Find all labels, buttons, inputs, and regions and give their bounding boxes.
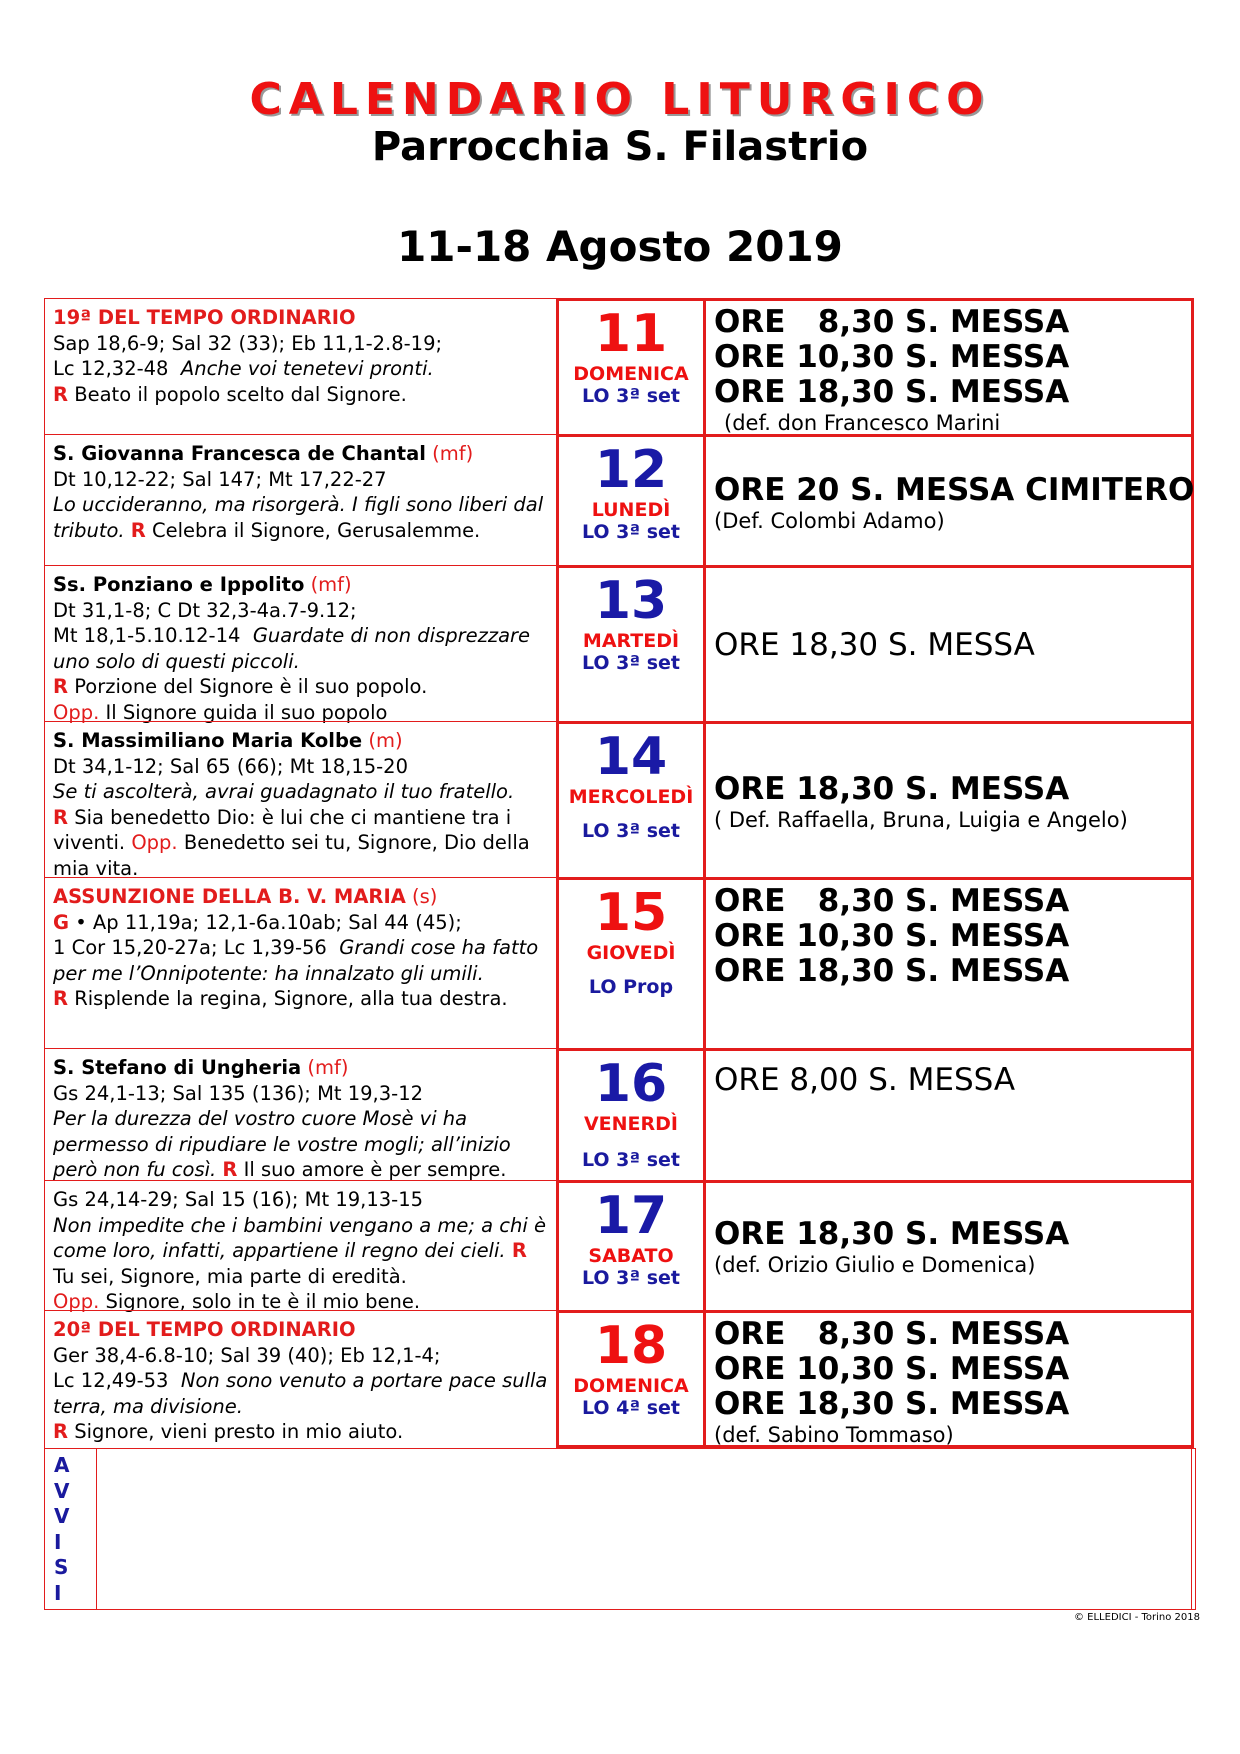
readings: • Ap 11,19a; 12,1-6a.10ab; Sal 44 (45); <box>75 910 462 934</box>
day-row <box>44 298 1194 434</box>
mass-time: ORE 20 S. MESSA CIMITERO <box>714 472 1195 508</box>
liturgy-cell <box>44 1310 556 1448</box>
mass-intention: (def. Sabino Tommaso) <box>714 1423 954 1447</box>
notices-right-border <box>1191 1449 1196 1609</box>
readings: Dt 31,1-8; C Dt 32,3-4a.7-9.12; <box>53 598 357 622</box>
weekday: MERCOLEDÌ <box>568 786 694 808</box>
psalm-response: Tu sei, Signore, mia parte di eredità. <box>53 1264 407 1288</box>
psalm-response: Il suo amore è per sempre. <box>243 1158 507 1181</box>
readings: Ger 38,4-6.8-10; Sal 39 (40); Eb 12,1-4; <box>53 1343 441 1367</box>
weekday: DOMENICA <box>573 1375 689 1397</box>
day-number: 13 <box>594 571 668 631</box>
notices-label <box>44 1449 97 1609</box>
mass-time: ORE 10,30 S. MESSA <box>714 918 1070 954</box>
date-cell <box>556 1180 706 1310</box>
notices-letter: I <box>54 1580 62 1605</box>
mass-cell <box>706 721 1194 877</box>
response-mark: R <box>53 382 69 406</box>
feast-rank: (m) <box>368 729 403 752</box>
date-cell <box>556 877 706 1048</box>
day-number: 17 <box>594 1186 668 1246</box>
readings: Dt 34,1-12; Sal 65 (66); Mt 18,15-20 <box>53 754 408 778</box>
date-cell <box>556 1048 706 1180</box>
mass-time: ORE 18,30 S. MESSA <box>714 1216 1070 1252</box>
day-row <box>44 721 1194 880</box>
lo-week: LO 3ª set <box>581 820 681 842</box>
day-row <box>44 877 1194 1048</box>
lo-week: LO 3ª set <box>581 521 681 543</box>
feast-title: 20ª DEL TEMPO ORDINARIO <box>53 1318 356 1341</box>
mass-time: ORE 8,30 S. MESSA <box>714 1316 1070 1352</box>
lo-week: LO 3ª set <box>581 652 681 674</box>
alt-response-mark: Opp. <box>53 1290 100 1313</box>
feast-title: Ss. Ponziano e Ippolito <box>53 573 305 596</box>
alt-response: Signore, solo in te è il mio bene. <box>105 1290 421 1313</box>
mass-time: ORE 18,30 S. MESSA <box>714 374 1070 410</box>
weekday: VENERDÌ <box>583 1113 679 1135</box>
antiphon: Se ti ascolterà, avrai guadagnato il tuo fratello. <box>53 780 515 803</box>
mass-time: ORE 10,30 S. MESSA <box>714 1351 1070 1387</box>
response-mark: R <box>53 987 69 1010</box>
day-number: 11 <box>594 304 668 364</box>
day-number: 18 <box>594 1316 668 1376</box>
feast-rank: (mf) <box>310 573 352 596</box>
liturgy-cell <box>44 877 556 1048</box>
psalm-response: Celebra il Signore, Gerusalemme. <box>152 518 481 542</box>
antiphon: Guardate di non disprezzare uno solo di questi piccoli. <box>53 624 531 673</box>
psalm-response: Porzione del Signore è il suo popolo. <box>74 675 428 698</box>
alt-response: Benedetto sei tu, Signore, Dio della mia vita. <box>53 831 530 880</box>
weekday: DOMENICA <box>573 363 689 385</box>
date-cell <box>556 721 706 877</box>
psalm-response: Beato il popolo scelto dal Signore. <box>74 382 407 406</box>
day-row <box>44 565 1194 724</box>
day-row <box>44 1048 1194 1180</box>
liturgy-cell <box>44 1048 556 1180</box>
notices-letter: S <box>54 1555 69 1579</box>
response-mark: R <box>53 1420 69 1443</box>
readings-gospel: Mt 18,1-5.10.12-14 <box>53 624 241 647</box>
liturgy-cell <box>44 1180 556 1313</box>
calendar-title: CALENDARIO LITURGICO <box>249 74 991 125</box>
mass-cell <box>706 1180 1194 1310</box>
mass-time: ORE 18,30 S. MESSA <box>714 771 1070 807</box>
feast-rank: (mf) <box>307 1056 349 1079</box>
liturgy-cell <box>44 434 556 565</box>
antiphon: Grandi cose ha fatto per me l’Onnipotente: ha innalzato gli umili. <box>53 936 539 985</box>
liturgy-cell <box>44 721 556 880</box>
day-number: 16 <box>594 1054 668 1114</box>
response-mark: R <box>130 518 146 542</box>
lo-week: LO 3ª set <box>581 1267 681 1289</box>
day-number: 12 <box>594 440 668 500</box>
antiphon: Non sono venuto a portare pace sulla terra, ma divisione. <box>53 1369 548 1418</box>
mass-time: ORE 8,30 S. MESSA <box>714 304 1070 340</box>
readings: Dt 10,12-22; Sal 147; Mt 17,22-27 <box>53 467 387 491</box>
response-mark: R <box>511 1239 527 1262</box>
mass-cell <box>706 298 1194 434</box>
copyright: © ELLEDICI - Torino 2018 <box>1073 1612 1200 1623</box>
antiphon: Non impedite che i bambini vengano a me; a chi è come loro, infatti, appartiene il regno dei cieli. <box>53 1213 546 1262</box>
mass-cell <box>706 434 1194 565</box>
mass-cell <box>706 1048 1194 1180</box>
mass-intention: (def. Orizio Giulio e Domenica) <box>714 1253 1036 1277</box>
weekday: LUNEDÌ <box>591 499 671 521</box>
feast-title: 19ª DEL TEMPO ORDINARIO <box>53 306 356 329</box>
liturgy-cell <box>44 298 556 434</box>
feast-title: S. Giovanna Francesca de Chantal <box>53 442 426 465</box>
notices-box <box>44 1448 1196 1610</box>
response-mark: R <box>53 675 69 698</box>
feast-title: ASSUNZIONE DELLA B. V. MARIA <box>53 885 406 908</box>
feast-title: S. Massimiliano Maria Kolbe <box>53 729 363 752</box>
date-cell <box>556 298 706 434</box>
mass-intention: (Def. Colombi Adamo) <box>714 509 945 533</box>
readings: Gs 24,14-29; Sal 15 (16); Mt 19,13-15 <box>53 1188 424 1211</box>
mass-cell <box>706 877 1194 1048</box>
readings-gospel: 1 Cor 15,20-27a; Lc 1,39-56 <box>53 936 327 959</box>
feast-rank: (mf) <box>432 442 474 465</box>
lo-week: LO 3ª set <box>581 1149 681 1171</box>
day-row <box>44 1180 1194 1313</box>
mass-time: ORE 10,30 S. MESSA <box>714 339 1070 375</box>
notices-letter: V <box>54 1478 70 1503</box>
date-cell <box>556 565 706 721</box>
week-range: 11-18 Agosto 2019 <box>397 222 843 271</box>
alt-response: Il Signore guida il suo popolo <box>105 700 388 724</box>
gloria-mark: G <box>53 910 70 934</box>
day-row <box>44 1310 1194 1448</box>
response-mark: R <box>53 805 69 829</box>
mass-time: ORE 8,30 S. MESSA <box>714 883 1070 919</box>
date-cell <box>556 434 706 565</box>
readings-gospel: Lc 12,49-53 <box>53 1369 169 1392</box>
psalm-response: Signore, vieni presto in mio aiuto. <box>74 1420 404 1443</box>
date-cell <box>556 1310 706 1448</box>
liturgy-cell <box>44 565 556 724</box>
day-row <box>44 434 1194 565</box>
weekday: MARTEDÌ <box>582 630 680 652</box>
notices-letter: I <box>54 1529 62 1554</box>
mass-time: ORE 18,30 S. MESSA <box>714 627 1035 663</box>
feast-title: S. Stefano di Ungheria <box>53 1056 302 1079</box>
mass-intention: ( Def. Raffaella, Bruna, Luigia e Angelo) <box>714 808 1128 832</box>
readings: Sap 18,6-9; Sal 32 (33); Eb 11,1-2.8-19; <box>53 331 443 355</box>
day-number: 15 <box>594 883 668 943</box>
day-number: 14 <box>594 727 668 787</box>
parish-name: Parrocchia S. Filastrio <box>371 124 869 170</box>
notices-letter: V <box>54 1504 70 1528</box>
mass-time: ORE 8,00 S. MESSA <box>714 1062 1016 1098</box>
mass-cell <box>706 565 1194 721</box>
alt-response-mark: Opp. <box>131 831 178 854</box>
feast-rank: (s) <box>412 885 438 908</box>
psalm-response: Sia benedetto Dio: è lui che ci mantiene tra i viventi. <box>53 805 512 854</box>
antiphon: Anche voi tenetevi pronti. <box>180 357 434 380</box>
psalm-response: Risplende la regina, Signore, alla tua destra. <box>74 987 508 1010</box>
lo-week: LO 3ª set <box>581 385 681 407</box>
mass-time: ORE 18,30 S. MESSA <box>714 953 1070 989</box>
lo-week: LO Prop <box>588 976 674 998</box>
antiphon: Per la durezza del vostro cuore Mosè vi ha permesso di ripudiare le vostre mogli; all’inizio però non fu così. <box>53 1107 511 1181</box>
notices-letter: A <box>54 1453 70 1477</box>
antiphon: Lo uccideranno, ma risorgerà. I figli sono liberi dal tributo. <box>53 493 544 542</box>
response-mark: R <box>222 1158 238 1181</box>
mass-time: ORE 18,30 S. MESSA <box>714 1386 1070 1422</box>
lo-week: LO 4ª set <box>581 1397 681 1419</box>
weekday: SABATO <box>588 1245 674 1267</box>
readings-gospel: Lc 12,32-48 <box>53 357 169 380</box>
alt-response-mark: Opp. <box>53 700 100 724</box>
readings: Gs 24,1-13; Sal 135 (136); Mt 19,3-12 <box>53 1081 424 1105</box>
weekday: GIOVEDÌ <box>586 942 676 964</box>
mass-intention: (def. don Francesco Marini <box>724 411 1001 435</box>
mass-cell <box>706 1310 1194 1448</box>
